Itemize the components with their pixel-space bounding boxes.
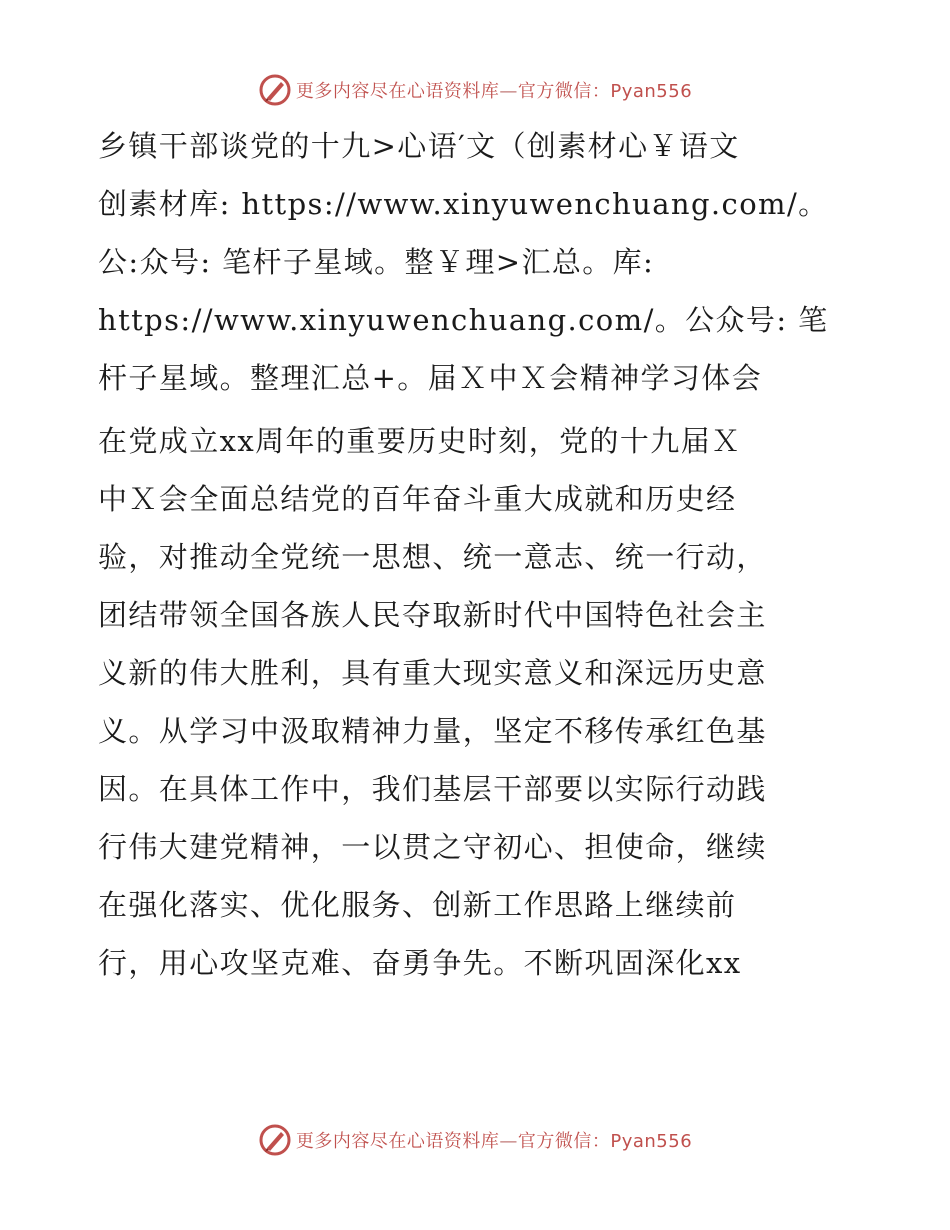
footer-banner xyxy=(0,1120,950,1160)
pen-logo-icon xyxy=(258,73,292,107)
paragraph-line: 团结带领全国各族人民夺取新时代中国特色社会主 xyxy=(98,598,767,632)
pen-logo-icon xyxy=(258,1123,292,1157)
banner-text: 更多内容尽在心语资料库—官方微信：Pyan556 xyxy=(295,81,693,102)
paragraph-line: 行伟大建党精神，一以贯之守初心、担使命，继续 xyxy=(98,830,767,864)
header-banner xyxy=(0,70,950,110)
paragraph-line: 义。从学习中汲取精神力量，坚定不移传承红色基 xyxy=(98,714,767,748)
title-line: 创素材库: https://www.xinyuwenchuang.com/。 xyxy=(98,187,829,221)
paragraph-line: 行，用心攻坚克难、奋勇争先。不断巩固深化xx xyxy=(98,946,742,980)
document-body xyxy=(98,117,858,992)
paragraph-line: 因。在具体工作中，我们基层干部要以实际行动践 xyxy=(98,772,767,806)
title-line: 杆子星域。整理汇总+。届Ｘ中Ｘ会精神学习体会 xyxy=(98,361,763,395)
paragraph-line: 在强化落实、优化服务、创新工作思路上继续前 xyxy=(98,888,737,922)
title-line: https://www.xinyuwenchuang.com/。公众号: 笔 xyxy=(98,303,829,337)
paragraph-line: 在党成立xx周年的重要历史时刻，党的十九届Ｘ xyxy=(98,424,742,458)
paragraph-line: 义新的伟大胜利，具有重大现实意义和深远历史意 xyxy=(98,656,767,690)
title-line: 公:众号: 笔杆子星域。整￥理>汇总。库: xyxy=(98,245,655,279)
title-line: 乡镇干部谈党的十九>心语′文（创素材心￥语文 xyxy=(98,129,740,163)
paragraph-line: 验，对推动全党统一思想、统一意志、统一行动， xyxy=(98,540,767,574)
banner-text: 更多内容尽在心语资料库—官方微信：Pyan556 xyxy=(295,1131,693,1152)
paragraph-line: 中Ｘ会全面总结党的百年奋斗重大成就和历史经 xyxy=(98,482,737,516)
